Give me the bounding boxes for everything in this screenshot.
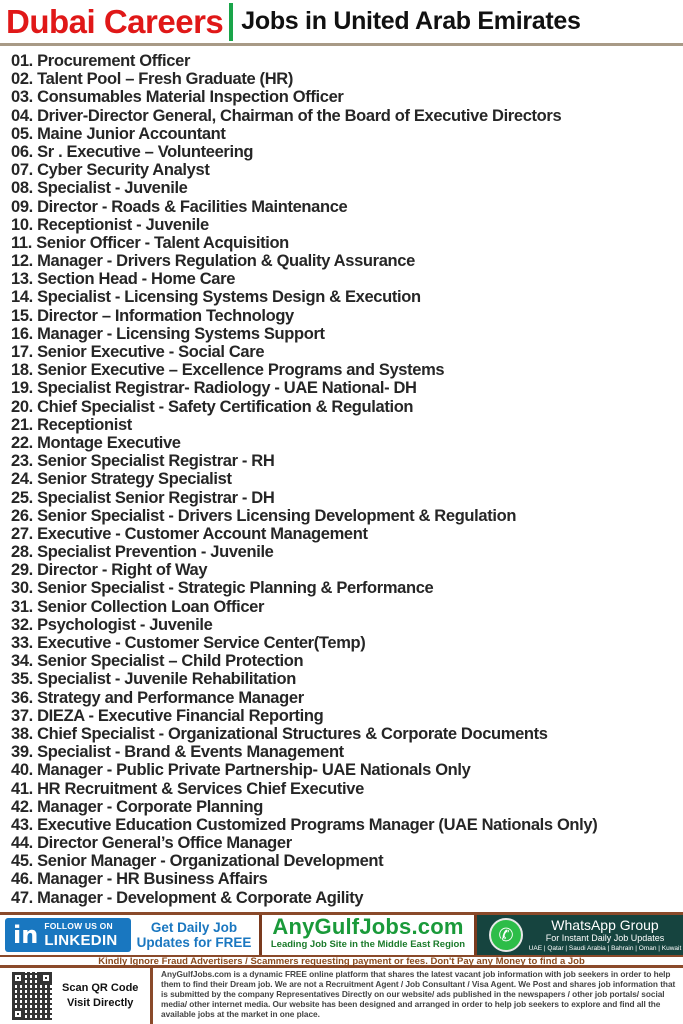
footer-banner-row — [0, 915, 683, 955]
fraud-notice: Kindly Ignore Fraud Advertisers / Scammers requesting payment or fees. Don't Pay any Money to find a Job — [0, 955, 683, 968]
linkedin-big-label: LINKEDIN — [44, 931, 118, 949]
job-item: 43. Executive Education Customized Programs Manager (UAE Nationals Only) — [11, 815, 598, 834]
brand-title: Dubai Careers — [6, 3, 224, 40]
linkedin-icon: in — [13, 921, 39, 949]
whatsapp-icon: ✆ — [489, 918, 523, 952]
site-tagline: Leading Job Site in the Middle East Region — [270, 939, 466, 950]
job-item: 33. Executive - Customer Service Center(Temp) — [11, 634, 366, 652]
qr-section — [0, 968, 150, 1024]
qr-label — [62, 981, 138, 1011]
job-item: 31. Senior Collection Loan Officer — [11, 597, 265, 616]
job-item: 30. Senior Specialist - Strategic Planning & Performance — [11, 579, 434, 598]
job-item: 02. Talent Pool – Fresh Graduate (HR) — [11, 70, 293, 89]
about-text: AnyGulfJobs.com is a dynamic FREE online platform that shares the latest vacant job information with job seekers in order to help them to find their Dream job. We are not a Recruitment Agent / Job Consultant / Visa Agent. We Post and shares job information that is submitted by the company Representatives Directly on our website/ ads published in the newspapers / other job portals/ social media/ other internet media. Our website has been designed and arranged in order to help job seekers to explore and find all the available jobs at the market in one place. — [150, 968, 683, 1024]
job-item: 24. Senior Strategy Specialist — [11, 470, 232, 489]
job-item: 36. Strategy and Performance Manager — [11, 688, 304, 707]
job-item: 20. Chief Specialist - Safety Certification & Regulation — [11, 397, 414, 416]
job-item: 47. Manager - Development & Corporate Agility — [11, 888, 364, 907]
header-separator — [229, 3, 233, 41]
get-daily-line1: Get Daily Job — [150, 920, 238, 935]
page-header — [0, 0, 683, 46]
job-item: 10. Receptionist - Juvenile — [11, 215, 209, 234]
job-item: 16. Manager - Licensing Systems Support — [11, 324, 325, 343]
job-list — [11, 52, 681, 907]
job-item: 22. Montage Executive — [11, 433, 181, 452]
job-item: 29. Director - Right of Way — [11, 561, 208, 580]
job-item: 06. Sr . Executive – Volunteering — [11, 142, 254, 161]
job-item: 17. Senior Executive - Social Care — [11, 343, 265, 361]
job-item: 04. Driver-Director General, Chairman of the Board of Executive Directors — [11, 106, 562, 125]
job-item: 13. Section Head - Home Care — [11, 270, 236, 289]
job-item: 25. Specialist Senior Registrar - DH — [11, 488, 275, 507]
whatsapp-countries: UAE | Qatar | Saudi Arabia | Bahrain | Oman | Kuwait — [528, 944, 682, 952]
site-name: AnyGulfJobs.com — [272, 914, 464, 939]
job-item: 44. Director General’s Office Manager — [11, 834, 292, 853]
whatsapp-group-link[interactable] — [477, 915, 683, 955]
job-item: 27. Executive - Customer Account Management — [11, 524, 368, 543]
job-item: 14. Specialist - Licensing Systems Design & Execution — [11, 288, 421, 307]
job-item: 39. Specialist - Brand & Events Management — [11, 743, 344, 762]
job-item: 03. Consumables Material Inspection Officer — [11, 88, 344, 107]
job-item: 41. HR Recruitment & Services Chief Executive — [11, 779, 364, 798]
qr-code-icon[interactable] — [12, 972, 52, 1020]
job-item: 42. Manager - Corporate Planning — [11, 797, 263, 816]
job-item: 05. Maine Junior Accountant — [11, 124, 226, 143]
linkedin-follow-button[interactable] — [5, 918, 131, 952]
job-item: 11. Senior Officer - Talent Acquisition — [11, 233, 289, 252]
site-logo-link[interactable] — [259, 915, 477, 955]
job-item: 01. Procurement Officer — [11, 52, 191, 70]
job-item: 35. Specialist - Juvenile Rehabilitation — [11, 670, 296, 689]
whatsapp-text — [527, 918, 683, 953]
get-daily-line2: Updates for FREE — [136, 935, 252, 950]
job-item: 26. Senior Specialist - Drivers Licensing Development & Regulation — [11, 506, 517, 525]
job-item: 34. Senior Specialist – Child Protection — [11, 652, 304, 671]
job-item: 21. Receptionist — [11, 415, 132, 434]
job-item: 19. Specialist Registrar- Radiology - UAE National- DH — [11, 379, 417, 398]
job-item: 15. Director – Information Technology — [11, 306, 294, 325]
header-tagline: Jobs in United Arab Emirates — [241, 7, 581, 35]
linkedin-small-label: FOLLOW US ON — [44, 921, 113, 932]
whatsapp-title: WhatsApp Group — [551, 916, 659, 933]
job-item: 32. Psychologist - Juvenile — [11, 615, 213, 634]
job-item: 37. DIEZA - Executive Financial Reporting — [11, 706, 324, 725]
job-item: 40. Manager - Public Private Partnership- UAE Nationals Only — [11, 761, 471, 780]
job-item: 07. Cyber Security Analyst — [11, 161, 210, 180]
job-item: 09. Director - Roads & Facilities Maintenance — [11, 197, 348, 216]
job-item: 46. Manager - HR Business Affairs — [11, 870, 268, 889]
job-item: 23. Senior Specialist Registrar - RH — [11, 452, 275, 471]
footer-bottom — [0, 968, 683, 1024]
job-item: 28. Specialist Prevention - Juvenile — [11, 543, 274, 562]
job-item: 45. Senior Manager - Organizational Development — [11, 852, 384, 871]
linkedin-label — [44, 922, 117, 948]
job-item: 18. Senior Executive – Excellence Programs and Systems — [11, 361, 445, 380]
whatsapp-subtitle: For Instant Daily Job Updates — [545, 932, 665, 943]
qr-label-line1: Scan QR Code — [62, 982, 139, 994]
qr-label-line2: Visit Directly — [66, 997, 134, 1009]
get-daily-updates — [135, 915, 253, 955]
job-item: 12. Manager - Drivers Regulation & Quality Assurance — [11, 252, 415, 271]
job-item: 38. Chief Specialist - Organizational Structures & Corporate Documents — [11, 724, 548, 743]
job-item: 08. Specialist - Juvenile — [11, 179, 188, 198]
